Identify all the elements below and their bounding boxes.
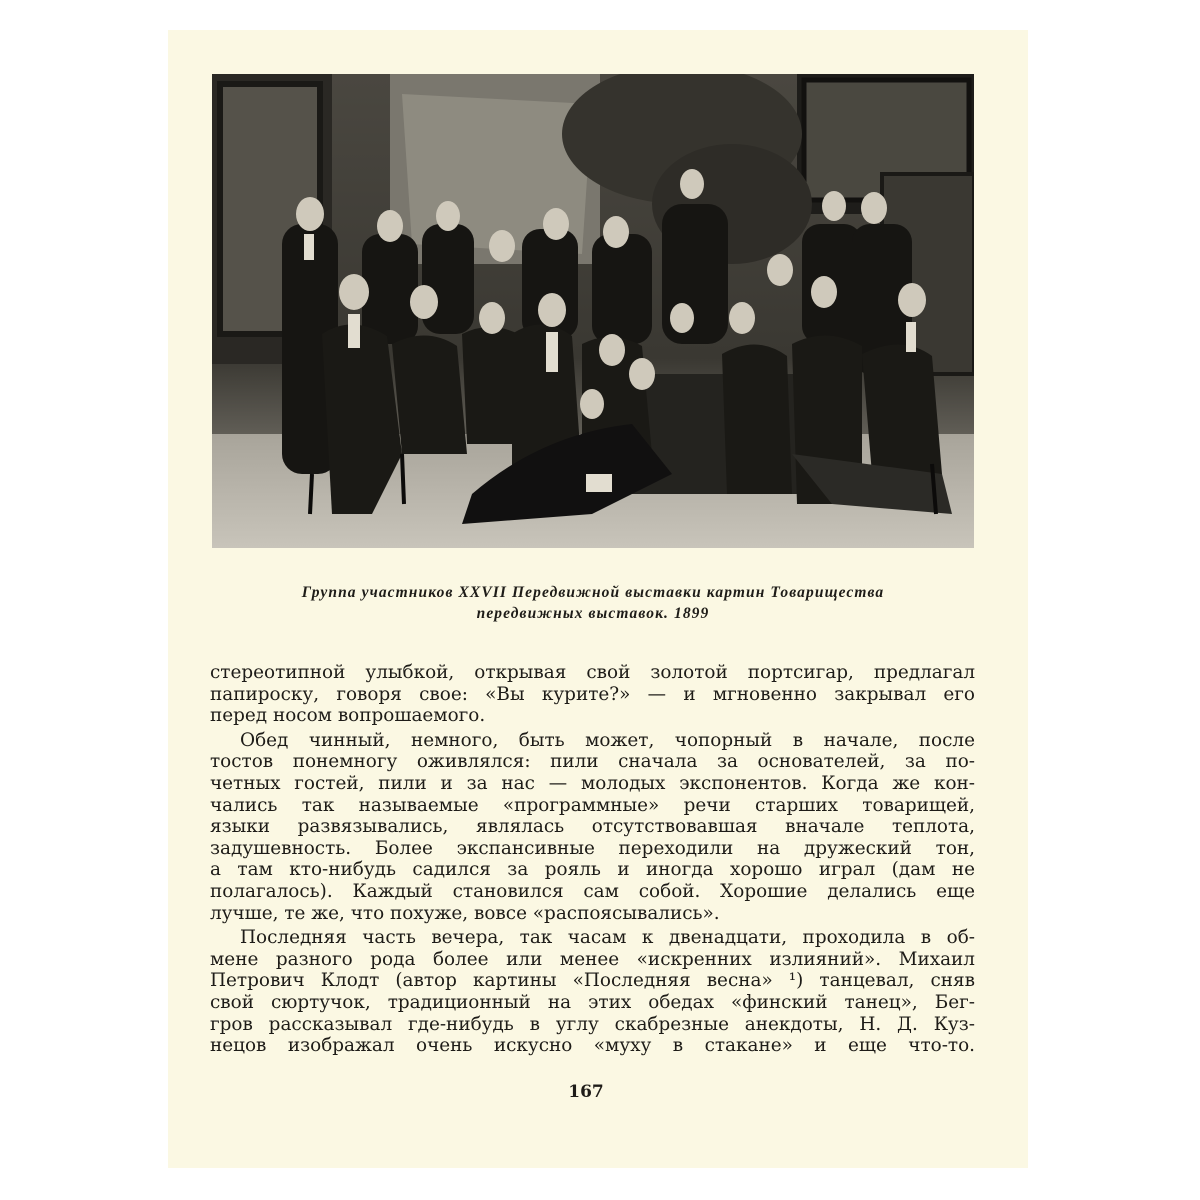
text-line: Обед чинный, немного, быть может, чопорный в начале, после bbox=[240, 729, 975, 751]
text-line: стереотипной улыбкой, открывая свой золотой портсигар, предлагал bbox=[210, 662, 975, 683]
text-line: четных гостей, пили и за нас — молодых экспонентов. Когда же кон- bbox=[210, 772, 975, 794]
paragraph-3 bbox=[210, 927, 975, 1057]
text-line: папироску, говоря свое: «Вы курите?» — и мгновенно закрывал его bbox=[210, 683, 975, 705]
text-line: свой сюртучок, традиционный на этих обедах «финский танец», Бег- bbox=[210, 991, 975, 1013]
caption-line-2: передвижных выставок. 1899 bbox=[476, 605, 710, 622]
paragraph-1 bbox=[210, 662, 975, 727]
paragraph-2 bbox=[210, 730, 975, 924]
text-line: нецов изображал очень искусно «муху в стакане» и еще что-то. bbox=[210, 1035, 975, 1057]
text-line: а там кто-нибудь садился за рояль и иногда хорошо играл (дам не bbox=[210, 859, 975, 881]
text-line: гров рассказывал где-нибудь в углу скабрезные анекдоты, Н. Д. Куз- bbox=[210, 1013, 975, 1035]
book-page bbox=[168, 30, 1028, 1168]
text-line: лучше, те же, что похуже, вовсе «распоясывались». bbox=[210, 902, 720, 924]
group-photograph bbox=[212, 74, 974, 548]
text-line: перед носом вопрошаемого. bbox=[210, 705, 486, 727]
photo-caption bbox=[208, 582, 978, 624]
text-line: мене разного рода более или менее «искренних излияний». Михаил bbox=[210, 948, 975, 970]
text-line: задушевность. Более экспансивные переходили на дружеский тон, bbox=[210, 837, 975, 859]
body-text bbox=[210, 662, 975, 1057]
text-line: тостов понемногу оживлялся: пили сначала за основателей, за по- bbox=[210, 751, 975, 773]
text-line: языки развязывались, являлась отсутствовавшая вначале теплота, bbox=[210, 816, 975, 838]
text-line: полагалось). Каждый становился сам собой. Хорошие делались еще bbox=[210, 880, 975, 902]
caption-line-1: Группа участников XXVII Передвижной выставки картин Товарищества bbox=[301, 584, 885, 601]
text-line: Петрович Клодт (автор картины «Последняя весна» ¹) танцевал, сняв bbox=[210, 970, 975, 992]
text-line: чались так называемые «программные» речи старших товарищей, bbox=[210, 794, 975, 816]
text-line: Последняя часть вечера, так часам к двенадцати, проходила в об- bbox=[240, 927, 975, 949]
page-number: 167 bbox=[568, 1082, 604, 1102]
